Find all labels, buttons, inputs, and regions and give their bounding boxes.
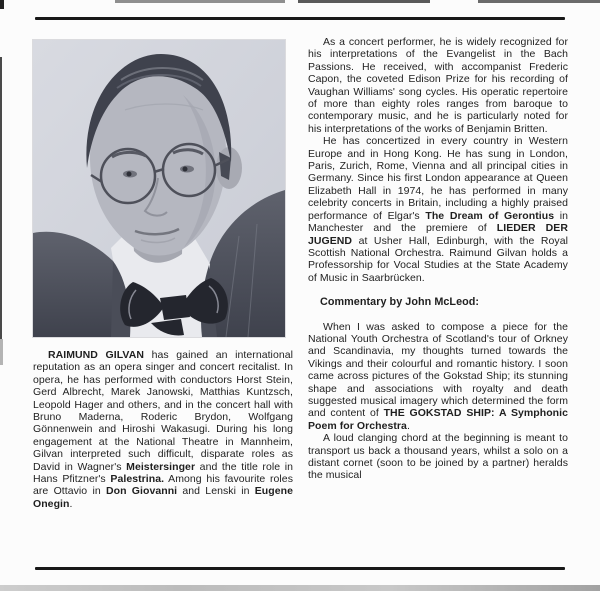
right-column [308,36,568,482]
biography-text [33,349,293,510]
scan-edge-top [478,0,600,3]
scan-edge-top [115,0,285,3]
commentary-text [308,321,568,482]
left-column [33,349,293,510]
portrait-photo-art [33,40,285,337]
scan-edge-left [0,57,2,339]
paragraph: He has concertized in every country in Western Europe and in Hong Kong. He has sung in London, Paris, Zurich, Rome, Vienna and all principal cities in Germany. Since his first London appearance at Queen Elizabeth Hall in 1974, he has performed in many celebrity concerts in Britain, including a highly praised performance of Elgar's The Dream of Gerontius in Manchester and the premiere of LIEDER DER JUGEND at Usher Hall, Edinburgh, with the Royal Scottish National Orchestra. Raimund Gilvan holds a Professorship for Vocal Studies at the State Academy of Music in Saarbrücken. [308,135,569,284]
portrait-photo [33,40,285,337]
paragraph: When I was asked to compose a piece for the National Youth Orchestra of Scotland's tour of Orkney and Scandinavia, my thoughts turned towards the Vikings and their colourful and romantic history. I soon came across pictures of the Gokstad Ship; its stunning shape and associations with royalty and death suggested musical imagery which determined the form and content of THE GOKSTAD SHIP: A Symphonic Poem for Orchestra. [308,320,568,432]
commentary-heading: Commentary by John McLeod: [320,296,480,309]
scan-edge-corner [0,0,4,9]
scan-edge-left [0,339,3,365]
biography-continued-text [308,36,568,284]
paragraph: As a concert performer, he is widely recognized for his interpretations of the Evangelist in the Bach Passions. He received, with accompanist Frederic Capon, the coveted Edison Prize for his recording of Vaughan Williams' song cycles. His operatic repertoire of more than eighty roles ranges from baroque to contemporary music, and he is particularly noted for his interpretations of the works of Benjamin Britten. [308,36,568,135]
paragraph: A loud clanging chord at the beginning is meant to transport us back a thousand years, whilst a solo on a distant cornet (soon to be joined by a partner) heralds the musical [308,432,568,482]
scan-edge-top [298,0,430,3]
paragraph: RAIMUND GILVAN has gained an international reputation as an opera singer and concert recitalist. In opera, he has performed with conductors Horst Stein, Gerd Albrecht, Marek Janowski, Matthias Kuntzsch, Leopold Hager and others, and in the concert hall with Bruno Maderna, Roderic Brydon, Wolfgang Gönnenwein and Hiroshi Wakasugi. During his long engagement at the National Theatre in Mannheim, Gilvan interpreted such difficult, disparate roles as David in Wagner's Meistersinger and the title role in Hans Pfitzner's Palestrina. Among his favourite roles are Ottavio in Don Giovanni and Lenski in Eugene Onegin. [33,349,293,510]
scan-edge-bottom [0,585,600,591]
top-rule [35,17,565,20]
bottom-rule [35,567,565,570]
